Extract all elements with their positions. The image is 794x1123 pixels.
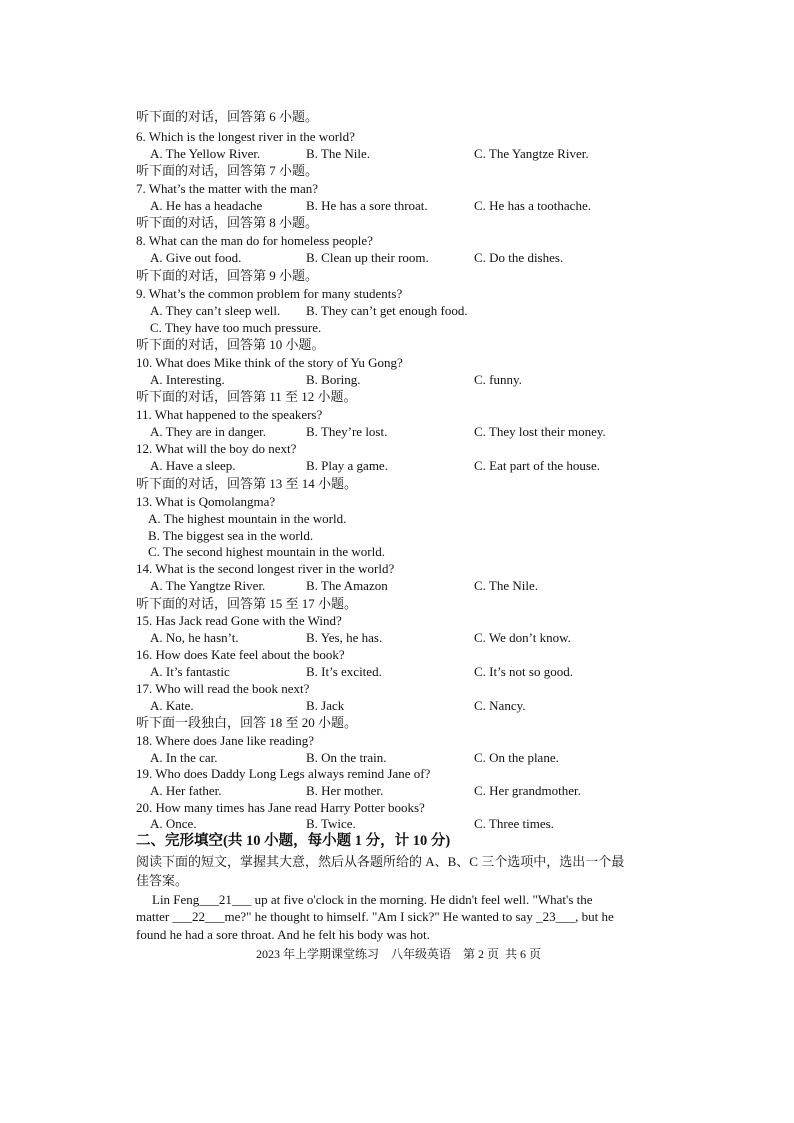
question-8-options	[0, 249, 794, 266]
question-18-options	[0, 749, 794, 766]
option-a: A. It’s fantastic	[150, 664, 230, 679]
question-19-stem: 19. Who does Daddy Long Legs always remind Jane of?	[136, 766, 431, 781]
option-b: B. They’re lost.	[306, 424, 388, 439]
option-a: A. The Yangtze River.	[150, 578, 266, 593]
instruction-q9: 听下面的对话，回答第 9 小题。	[136, 268, 319, 283]
instruction-q11-12: 听下面的对话，回答第 11 至 12 小题。	[136, 389, 357, 404]
option-c: C. They have too much pressure.	[150, 320, 322, 335]
instruction-q15-17: 听下面的对话，回答第 15 至 17 小题。	[136, 596, 358, 611]
question-11-options	[0, 423, 794, 440]
option-c: C. Do the dishes.	[474, 250, 564, 265]
option-c: C. He has a toothache.	[474, 198, 591, 213]
option-c: C. The Nile.	[474, 578, 539, 593]
option-c: C. We don’t know.	[474, 630, 571, 645]
passage-line-3: found he had a sore throat. And he felt his body was hot.	[136, 927, 430, 942]
question-12-stem: 12. What will the boy do next?	[136, 441, 297, 456]
question-15-stem: 15. Has Jack read Gone with the Wind?	[136, 613, 342, 628]
passage-text: matter ___22___me?" he thought to himself. "Am I sick?" He wanted to say _23___, but he	[136, 909, 614, 924]
question-9-stem: 9. What’s the common problem for many students?	[136, 286, 403, 301]
question-13-stem: 13. What is Qomolangma?	[136, 494, 276, 509]
instruction-q8: 听下面的对话，回答第 8 小题。	[136, 215, 319, 230]
option-a: A. They are in danger.	[150, 424, 266, 439]
question-16-options	[0, 663, 794, 680]
question-9-options	[0, 302, 794, 319]
option-b: B. Boring.	[306, 372, 361, 387]
question-6-stem: 6. Which is the longest river in the world?	[136, 129, 355, 144]
option-c: C. Her grandmother.	[474, 783, 581, 798]
question-7-stem: 7. What’s the matter with the man?	[136, 181, 319, 196]
question-19-options	[0, 782, 794, 799]
question-8-stem: 8. What can the man do for homeless people?	[136, 233, 373, 248]
option-b: B. Play a game.	[306, 458, 388, 473]
passage-line-2	[0, 908, 794, 925]
instruction-q18-20: 听下面一段独白，回答 18 至 20 小题。	[136, 715, 358, 730]
option-a: A. Have a sleep.	[150, 458, 236, 473]
question-18-stem: 18. Where does Jane like reading?	[136, 733, 315, 748]
question-12-options	[0, 457, 794, 474]
option-c: C. It’s not so good.	[474, 664, 573, 679]
option-c: C. Eat part of the house.	[474, 458, 600, 473]
question-15-options	[0, 629, 794, 646]
question-7-options	[0, 197, 794, 214]
option-b: B. Twice.	[306, 816, 356, 831]
option-a: A. They can’t sleep well.	[150, 303, 281, 318]
question-14-stem: 14. What is the second longest river in the world?	[136, 561, 395, 576]
question-17-stem: 17. Who will read the book next?	[136, 681, 310, 696]
section-2-heading: 二、完形填空(共 10 小题，每小题 1 分，计 10 分)	[136, 833, 451, 849]
instruction-q10: 听下面的对话，回答第 10 小题。	[136, 337, 325, 352]
section-2-directions-line2: 佳答案。	[136, 873, 189, 888]
instruction-q13-14: 听下面的对话，回答第 13 至 14 小题。	[136, 476, 358, 491]
option-a: A. He has a headache	[150, 198, 263, 213]
option-b: B. He has a sore throat.	[306, 198, 428, 213]
option-b: B. Clean up their room.	[306, 250, 429, 265]
question-20-options	[0, 815, 794, 832]
question-13-option-c: C. The second highest mountain in the world.	[148, 544, 385, 559]
blank-21: ___21___	[199, 892, 252, 907]
option-c: C. The Yangtze River.	[474, 146, 589, 161]
option-a: A. Give out food.	[150, 250, 242, 265]
option-b: B. They can’t get enough food.	[306, 303, 468, 318]
question-6-options	[0, 145, 794, 162]
instruction-q6: 听下面的对话，回答第 6 小题。	[136, 109, 319, 124]
question-11-stem: 11. What happened to the speakers?	[136, 407, 323, 422]
instruction-q7: 听下面的对话，回答第 7 小题。	[136, 163, 319, 178]
option-a: A. Once.	[150, 816, 197, 831]
option-c: C. Three times.	[474, 816, 554, 831]
option-c: C. They lost their money.	[474, 424, 606, 439]
option-b: B. Jack	[306, 698, 345, 713]
question-16-stem: 16. How does Kate feel about the book?	[136, 647, 345, 662]
blank-23: _23___	[536, 909, 576, 924]
question-17-options	[0, 697, 794, 714]
option-a: A. In the car.	[150, 750, 218, 765]
page-footer: 2023 年上学期课堂练习 八年级英语 第 2 页 共 6 页	[256, 947, 542, 961]
option-a: A. Her father.	[150, 783, 222, 798]
option-b: B. The Amazon	[306, 578, 388, 593]
option-b: B. On the train.	[306, 750, 387, 765]
option-b: B. Yes, he has.	[306, 630, 383, 645]
passage-text: Lin Feng___21___ up at five o'clock in the morning. He didn't feel well. "What's the	[152, 892, 593, 907]
section-2-directions-line1: 阅读下面的短文，掌握其大意，然后从各题所给的 A、B、C 三个选项中，选出一个最	[136, 854, 625, 869]
question-20-stem: 20. How many times has Jane read Harry Potter books?	[136, 800, 425, 815]
option-b: B. Her mother.	[306, 783, 384, 798]
question-10-stem: 10. What does Mike think of the story of Yu Gong?	[136, 355, 403, 370]
option-c: C. funny.	[474, 372, 522, 387]
option-a: A. Kate.	[150, 698, 194, 713]
passage-line-1	[0, 891, 794, 908]
option-b: B. It’s excited.	[306, 664, 382, 679]
question-13-option-a: A. The highest mountain in the world.	[148, 511, 347, 526]
option-c: C. Nancy.	[474, 698, 526, 713]
option-a: A. The Yellow River.	[150, 146, 261, 161]
blank-22: ___22___	[172, 909, 225, 924]
option-c: C. On the plane.	[474, 750, 559, 765]
option-b: B. The Nile.	[306, 146, 371, 161]
question-9-option-c-line	[0, 319, 794, 336]
question-13-option-b: B. The biggest sea in the world.	[148, 528, 314, 543]
question-10-options	[0, 371, 794, 388]
option-a: A. Interesting.	[150, 372, 225, 387]
option-a: A. No, he hasn’t.	[150, 630, 239, 645]
question-14-options	[0, 577, 794, 594]
